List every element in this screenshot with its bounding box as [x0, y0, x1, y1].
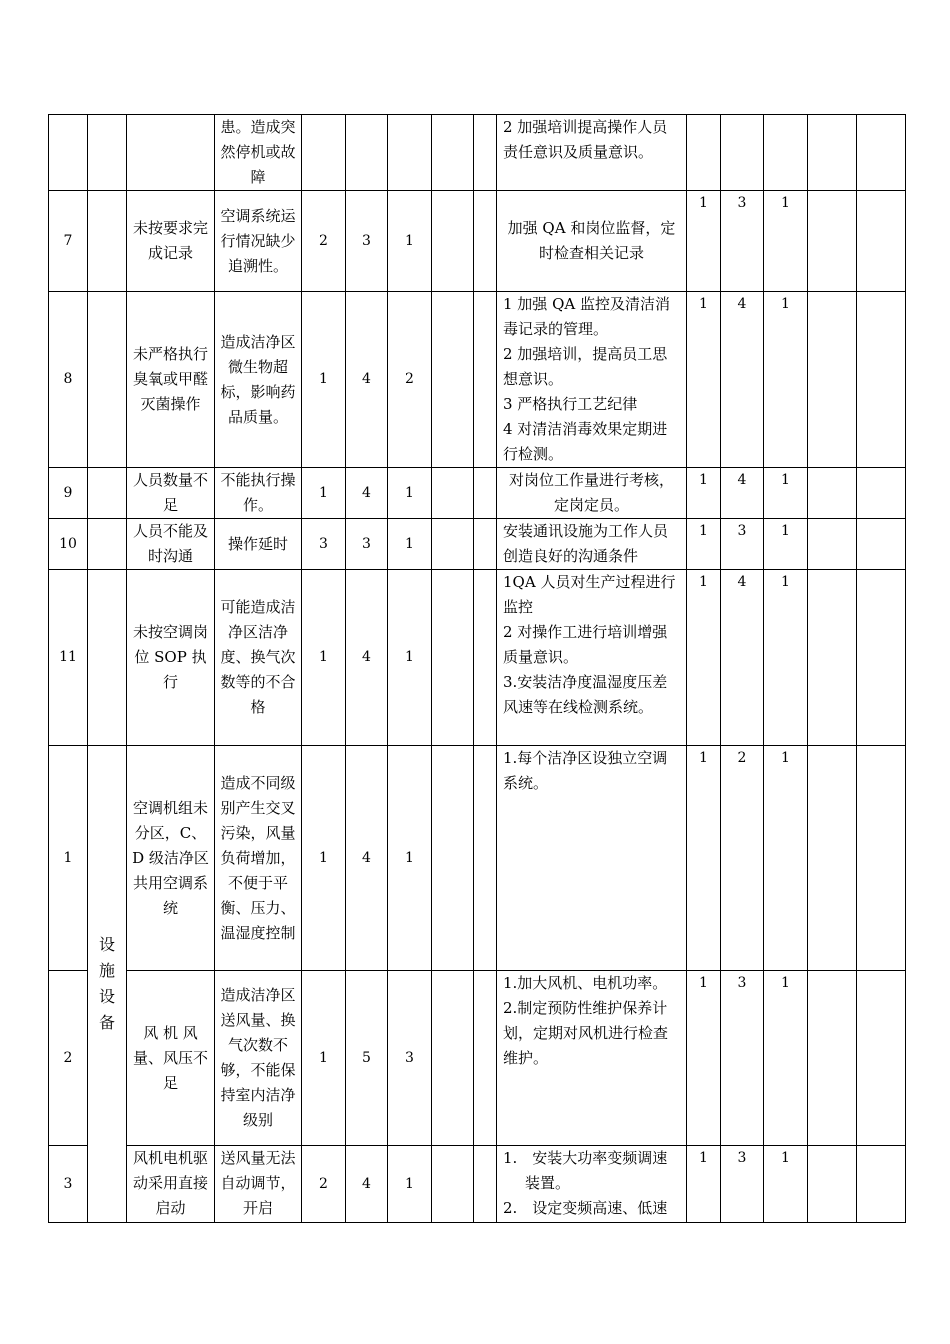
blank-cell [432, 191, 474, 292]
risk-item [127, 115, 215, 191]
blank-cell [474, 746, 497, 971]
row-number: 3 [49, 1146, 88, 1223]
residual-occurrence [721, 115, 764, 191]
severity: 2 [302, 1146, 346, 1223]
control-measures: 对岗位工作量进行考核，定岗定员。 [497, 468, 687, 519]
blank-cell [808, 292, 857, 468]
occurrence: 3 [346, 191, 388, 292]
detection: 3 [388, 971, 432, 1146]
row-number: 9 [49, 468, 88, 519]
residual-severity: 1 [687, 519, 721, 570]
residual-occurrence: 3 [721, 1146, 764, 1223]
risk-effect: 操作延时 [215, 519, 302, 570]
risk-item: 未按空调岗位 SOP 执行 [127, 570, 215, 746]
risk-effect: 空调系统运行情况缺少追溯性。 [215, 191, 302, 292]
detection: 1 [388, 570, 432, 746]
residual-severity: 1 [687, 191, 721, 292]
severity [302, 115, 346, 191]
control-measures: 1QA 人员对生产过程进行监控 2 对操作工进行培训增强质量意识。 3.安装洁净度温湿度压差风速等在线检测系统。 [497, 570, 687, 746]
residual-detection: 1 [764, 468, 808, 519]
table-row [49, 570, 906, 746]
residual-occurrence: 3 [721, 191, 764, 292]
detection: 1 [388, 746, 432, 971]
residual-severity: 1 [687, 292, 721, 468]
category-cell [88, 519, 127, 570]
risk-effect: 不能执行操作。 [215, 468, 302, 519]
residual-detection [764, 115, 808, 191]
blank-cell [857, 191, 906, 292]
residual-detection: 1 [764, 971, 808, 1146]
control-measures: 1.加大风机、电机功率。 2.制定预防性维护保养计划，定期对风机进行检查维护。 [497, 971, 687, 1146]
detection: 1 [388, 468, 432, 519]
row-number: 2 [49, 971, 88, 1146]
table-row [49, 468, 906, 519]
risk-item: 人员不能及时沟通 [127, 519, 215, 570]
occurrence: 4 [346, 292, 388, 468]
blank-cell [808, 519, 857, 570]
risk-effect: 患。造成突然停机或故障 [215, 115, 302, 191]
blank-cell [857, 519, 906, 570]
residual-severity: 1 [687, 570, 721, 746]
detection: 2 [388, 292, 432, 468]
blank-cell [857, 1146, 906, 1223]
risk-item: 风机电机驱动采用直接启动 [127, 1146, 215, 1223]
occurrence: 4 [346, 468, 388, 519]
risk-item: 风 机 风量、风压不足 [127, 971, 215, 1146]
residual-detection: 1 [764, 1146, 808, 1223]
occurrence: 4 [346, 746, 388, 971]
control-measures: 安装通讯设施为工作人员创造良好的沟通条件 [497, 519, 687, 570]
detection: 1 [388, 519, 432, 570]
blank-cell [808, 191, 857, 292]
risk-assessment-table [48, 114, 906, 1223]
severity: 1 [302, 971, 346, 1146]
severity: 1 [302, 746, 346, 971]
blank-cell [808, 468, 857, 519]
row-number: 11 [49, 570, 88, 746]
blank-cell [808, 1146, 857, 1223]
category-cell [88, 468, 127, 519]
risk-effect: 造成洁净区微生物超标，影响药品质量。 [215, 292, 302, 468]
row-number: 7 [49, 191, 88, 292]
category-cell [88, 570, 127, 746]
category-cell [88, 115, 127, 191]
residual-detection: 1 [764, 519, 808, 570]
table-row [49, 971, 906, 1146]
occurrence: 5 [346, 971, 388, 1146]
occurrence: 4 [346, 1146, 388, 1223]
severity: 1 [302, 292, 346, 468]
category-cell [88, 191, 127, 292]
blank-cell [474, 292, 497, 468]
severity: 1 [302, 570, 346, 746]
blank-cell [857, 468, 906, 519]
control-measures: 1. 安装大功率变频调速装置。 2. 设定变频高速、低速 [497, 1146, 687, 1223]
blank-cell [432, 1146, 474, 1223]
risk-item: 人员数量不足 [127, 468, 215, 519]
residual-detection: 1 [764, 292, 808, 468]
blank-cell [474, 191, 497, 292]
residual-occurrence: 4 [721, 468, 764, 519]
blank-cell [857, 115, 906, 191]
residual-occurrence: 2 [721, 746, 764, 971]
table-row [49, 746, 906, 971]
risk-item: 未严格执行臭氧或甲醛灭菌操作 [127, 292, 215, 468]
residual-occurrence: 4 [721, 570, 764, 746]
blank-cell [432, 570, 474, 746]
residual-severity: 1 [687, 971, 721, 1146]
blank-cell [857, 746, 906, 971]
risk-effect: 可能造成洁净区洁净度、换气次数等的不合格 [215, 570, 302, 746]
residual-occurrence: 3 [721, 971, 764, 1146]
blank-cell [432, 292, 474, 468]
table-row [49, 115, 906, 191]
control-measures: 1.每个洁净区设独立空调系统。 [497, 746, 687, 971]
residual-severity: 1 [687, 468, 721, 519]
control-measures: 加强 QA 和岗位监督，定时检查相关记录 [497, 191, 687, 292]
control-measures: 1 加强 QA 监控及清洁消毒记录的管理。 2 加强培训，提高员工思想意识。 3 严格执行工艺纪律 4 对清洁消毒效果定期进行检测。 [497, 292, 687, 468]
blank-cell [474, 115, 497, 191]
blank-cell [432, 115, 474, 191]
residual-detection: 1 [764, 746, 808, 971]
blank-cell [857, 570, 906, 746]
blank-cell [474, 468, 497, 519]
row-number: 1 [49, 746, 88, 971]
blank-cell [808, 746, 857, 971]
severity: 2 [302, 191, 346, 292]
residual-severity [687, 115, 721, 191]
table-row [49, 191, 906, 292]
severity: 3 [302, 519, 346, 570]
blank-cell [808, 570, 857, 746]
blank-cell [474, 1146, 497, 1223]
severity: 1 [302, 468, 346, 519]
risk-effect: 造成不同级别产生交叉污染，风量负荷增加，不便于平衡、压力、温湿度控制 [215, 746, 302, 971]
residual-detection: 1 [764, 191, 808, 292]
blank-cell [808, 115, 857, 191]
blank-cell [432, 971, 474, 1146]
risk-effect: 造成洁净区送风量、换气次数不够，不能保持室内洁净级别 [215, 971, 302, 1146]
blank-cell [857, 971, 906, 1146]
table-row [49, 519, 906, 570]
residual-occurrence: 3 [721, 519, 764, 570]
row-number [49, 115, 88, 191]
category-cell [88, 292, 127, 468]
table-row [49, 1146, 906, 1223]
blank-cell [432, 519, 474, 570]
row-number: 8 [49, 292, 88, 468]
blank-cell [432, 468, 474, 519]
category-facility: 设施设备 [88, 746, 127, 1223]
occurrence: 3 [346, 519, 388, 570]
occurrence [346, 115, 388, 191]
blank-cell [432, 746, 474, 971]
risk-item: 未按要求完成记录 [127, 191, 215, 292]
detection: 1 [388, 191, 432, 292]
blank-cell [857, 292, 906, 468]
blank-cell [474, 971, 497, 1146]
detection: 1 [388, 1146, 432, 1223]
risk-effect: 送风量无法自动调节，开启 [215, 1146, 302, 1223]
detection [388, 115, 432, 191]
blank-cell [474, 519, 497, 570]
residual-occurrence: 4 [721, 292, 764, 468]
risk-item: 空调机组未分区，C、D 级洁净区共用空调系统 [127, 746, 215, 971]
residual-detection: 1 [764, 570, 808, 746]
residual-severity: 1 [687, 1146, 721, 1223]
occurrence: 4 [346, 570, 388, 746]
blank-cell [474, 570, 497, 746]
blank-cell [808, 971, 857, 1146]
residual-severity: 1 [687, 746, 721, 971]
control-measures: 2 加强培训提高操作人员责任意识及质量意识。 [497, 115, 687, 191]
row-number: 10 [49, 519, 88, 570]
table-row [49, 292, 906, 468]
